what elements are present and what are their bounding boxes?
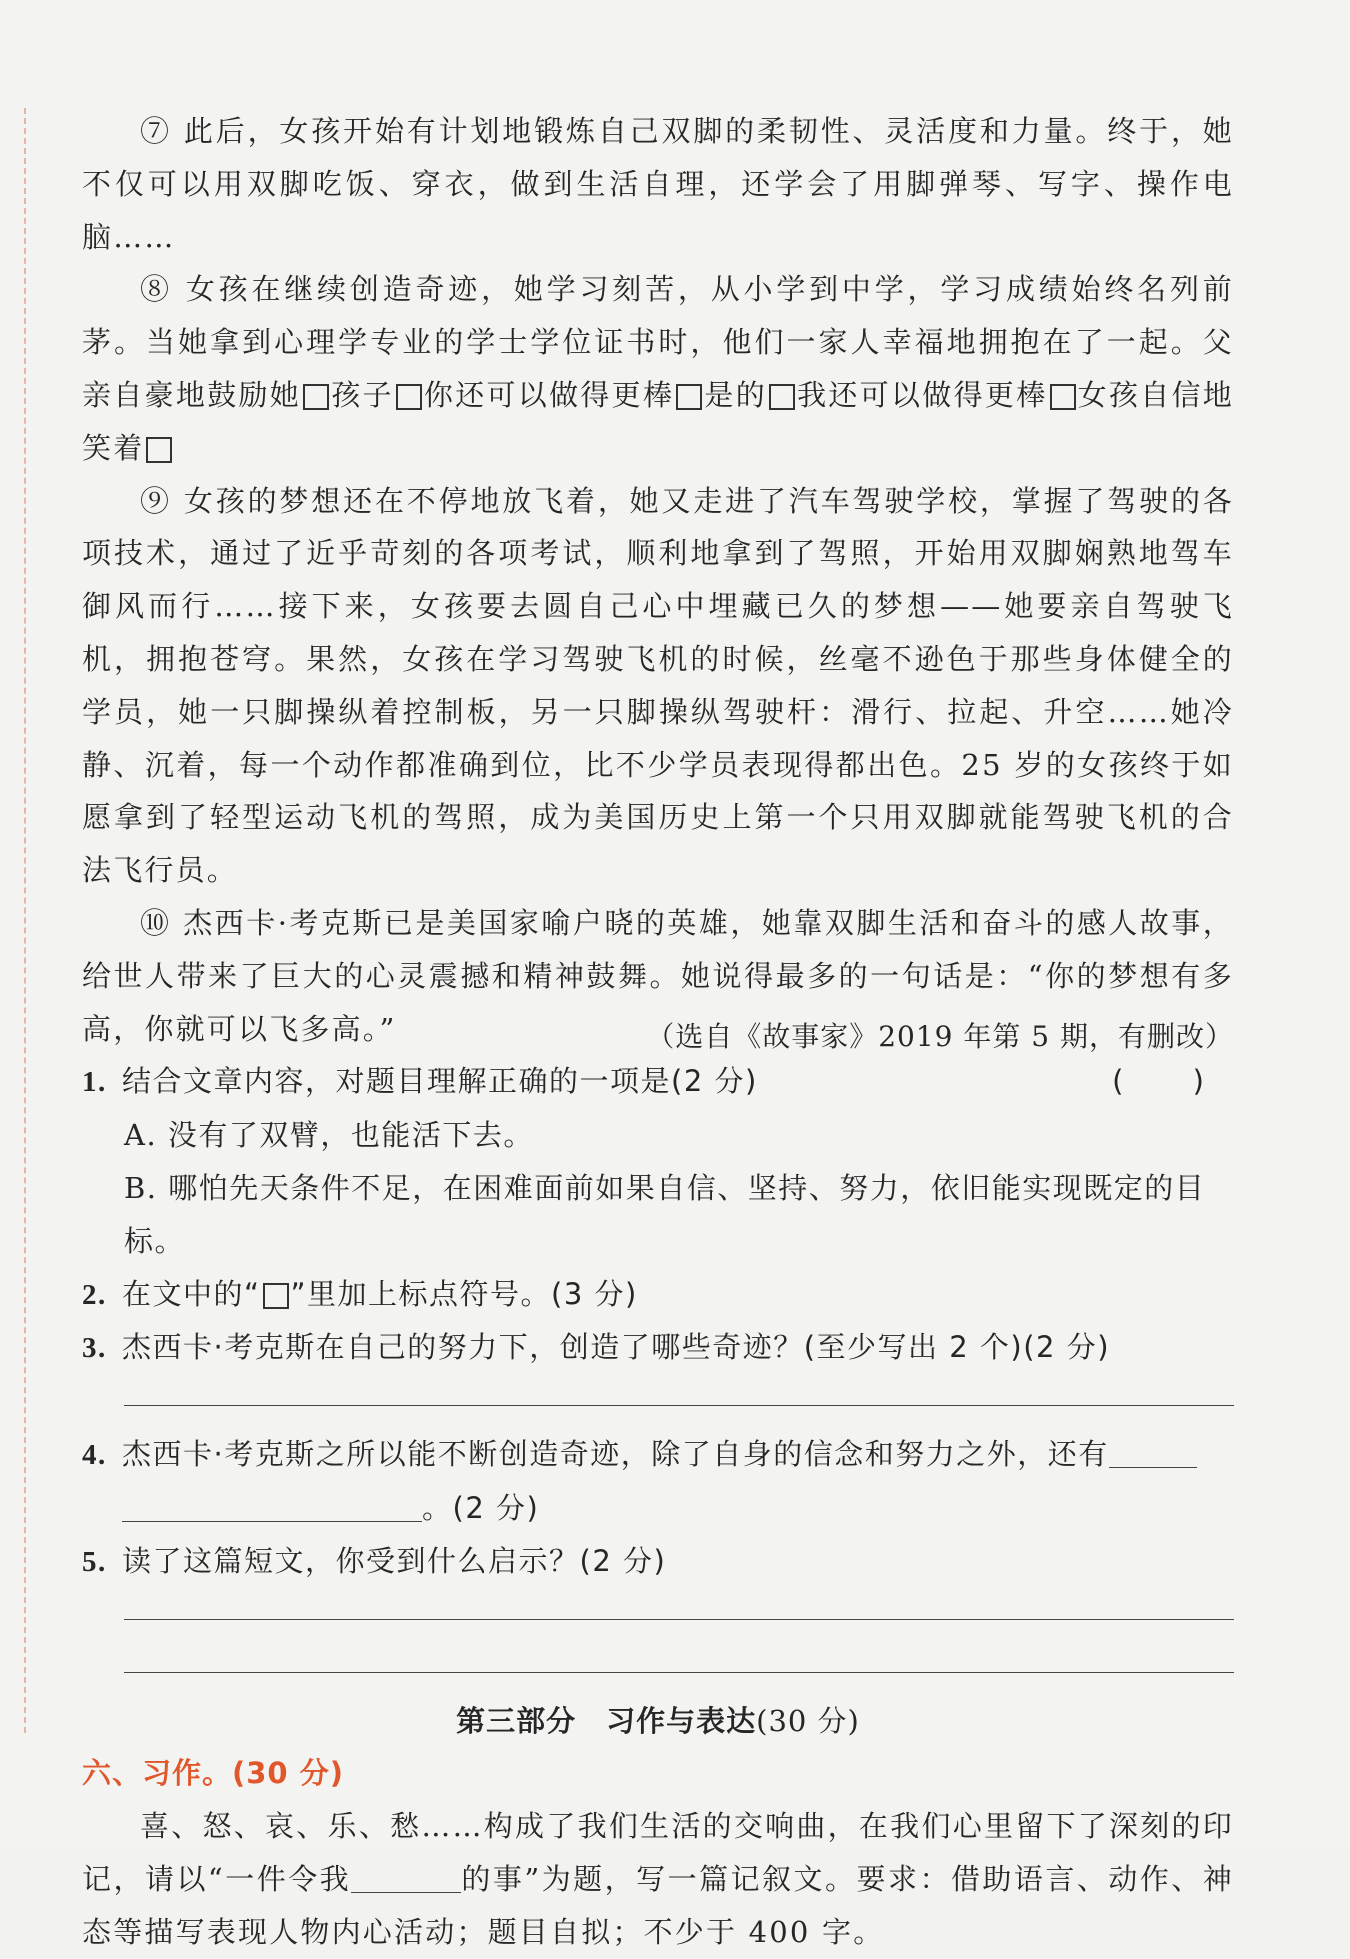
question-3-answer-line[interactable] — [124, 1375, 1234, 1406]
paragraph-8-text-d: 是的 — [704, 377, 767, 412]
punctuation-box-1[interactable] — [303, 384, 329, 410]
question-1-text: 结合文章内容，对题目理解正确的一项是(2 分) — [122, 1064, 758, 1099]
margin-dashed-rule — [24, 108, 26, 1733]
writing-heading: 六、习作。(30 分) — [82, 1756, 344, 1791]
question-2 — [82, 1268, 1234, 1322]
question-4-text: 杰西卡·考克斯之所以能不断创造奇迹，除了自身的信念和努力之外，还有 — [122, 1437, 1109, 1472]
paragraph-8-text-a: ⑧ 女孩在继续创造奇迹，她学习刻苦，从小学到中学，学习成绩始终名列前茅。当她拿到心理学专业的学士学位证书时，他们一家人幸福地拥抱在了一起。父亲自豪地鼓励她 — [82, 272, 1234, 412]
paragraph-8 — [82, 263, 1234, 474]
question-3-text: 杰西卡·考克斯在自己的努力下，创造了哪些奇迹？(至少写出 2 个)(2 分) — [122, 1330, 1111, 1365]
writing-title-blank[interactable] — [351, 1864, 461, 1893]
punctuation-box-5[interactable] — [1050, 384, 1076, 410]
punctuation-box-4[interactable] — [769, 384, 795, 410]
paragraph-7: ⑦ 此后，女孩开始有计划地锻炼自己双脚的柔韧性、灵活度和力量。终于，她不仅可以用双脚吃饭、穿衣，做到生活自理，还学会了用脚弹琴、写字、操作电脑…… — [82, 114, 1234, 254]
paragraph-8-text-e: 我还可以做得更棒 — [797, 377, 1048, 412]
question-3-number: 3. — [82, 1332, 107, 1365]
question-4-blank-2[interactable] — [122, 1493, 422, 1522]
question-5-answer-line-2[interactable] — [124, 1642, 1234, 1673]
question-1-number: 1. — [82, 1066, 107, 1099]
section-heading — [82, 1695, 1234, 1748]
question-5-text: 读了这篇短文，你受到什么启示？(2 分) — [122, 1543, 667, 1578]
question-1-answer-paren[interactable]: ( ) — [1112, 1064, 1234, 1099]
paragraph-8-text-f: 女孩自信地笑着 — [82, 377, 1234, 465]
option-b[interactable]: B. 哪怕先天条件不足，在困难面前如果自信、坚持、努力，依旧能实现既定的目标。 — [124, 1170, 1206, 1258]
question-4-number: 4. — [82, 1439, 107, 1472]
question-4-tail: 。(2 分) — [422, 1490, 540, 1525]
paragraph-8-text-b: 孩子 — [331, 377, 394, 412]
question-4-continued — [82, 1482, 1234, 1535]
punctuation-box-6[interactable] — [146, 437, 172, 463]
paragraph-8-text-c: 你还可以做得更棒 — [423, 377, 675, 412]
question-5 — [82, 1535, 1234, 1589]
option-a[interactable]: A. 没有了双臂，也能活下去。 — [124, 1118, 534, 1153]
question-2-text-b: ”里加上标点符号。(3 分) — [290, 1276, 638, 1311]
question-3 — [82, 1321, 1234, 1375]
paragraph-9: ⑨ 女孩的梦想还在不停地放飞着，她又走进了汽车驾驶学校，掌握了驾驶的各项技术，通过了近乎苛刻的各项考试，顺利地拿到了驾照，开始用双脚娴熟地驾车御风而行……接下来，女孩要去圆自己心中埋藏已久的梦想——她要亲自驾驶飞机，拥抱苍穹。果然，女孩在学习驾驶飞机的时候，丝毫不逊色于那些身体健全的学员，她一只脚操纵着控制板，另一只脚操纵驾驶杆：滑行、拉起、升空……她冷静、沉着，每一个动作都准确到位，比不少学员表现得都出色。25 岁的女孩终于如愿拿到了轻型运动飞机的驾照，成为美国历史上第一个只用双脚就能驾驶飞机的合法飞行员。 — [82, 483, 1234, 888]
source-citation: （选自《故事家》2019 年第 5 期，有删改） — [646, 1020, 1234, 1054]
content-area — [82, 105, 1234, 1959]
question-2-text-a: 在文中的“ — [122, 1276, 261, 1311]
paragraph-10-wrap — [82, 897, 1234, 1055]
question-2-number: 2. — [82, 1278, 107, 1311]
paragraph-10: ⑩ 杰西卡·考克斯已是美国家喻户晓的英雄，她靠双脚生活和奋斗的感人故事，给世人带来了巨大的心灵震撼和精神鼓舞。她说得最多的一句话是：“你的梦想有多高，你就可以飞多高。” — [82, 905, 1234, 1046]
question-4 — [82, 1428, 1234, 1482]
writing-prompt-text-b: 的事”为题，写一篇记叙文。要求：借助语言、动作、神态等描写表现人物内心活动；题目自拟；不少于 400 字。 — [82, 1861, 1234, 1949]
punctuation-box-3[interactable] — [676, 384, 702, 410]
section-points: (30 分) — [756, 1703, 860, 1738]
punctuation-box-2[interactable] — [396, 384, 422, 410]
question-5-answer-line-1[interactable] — [124, 1589, 1234, 1620]
question-4-blank-1[interactable] — [1109, 1439, 1197, 1468]
writing-prompt-text-a: 喜、怒、哀、乐、愁……构成了我们生活的交响曲，在我们心里留下了深刻的印记，请以“一件令我 — [82, 1809, 1234, 1896]
question-5-number: 5. — [82, 1545, 107, 1578]
section-title: 第三部分 习作与表达 — [456, 1703, 757, 1738]
question-2-box-icon — [263, 1283, 289, 1309]
writing-prompt — [82, 1800, 1234, 1958]
question-1 — [82, 1055, 1234, 1109]
